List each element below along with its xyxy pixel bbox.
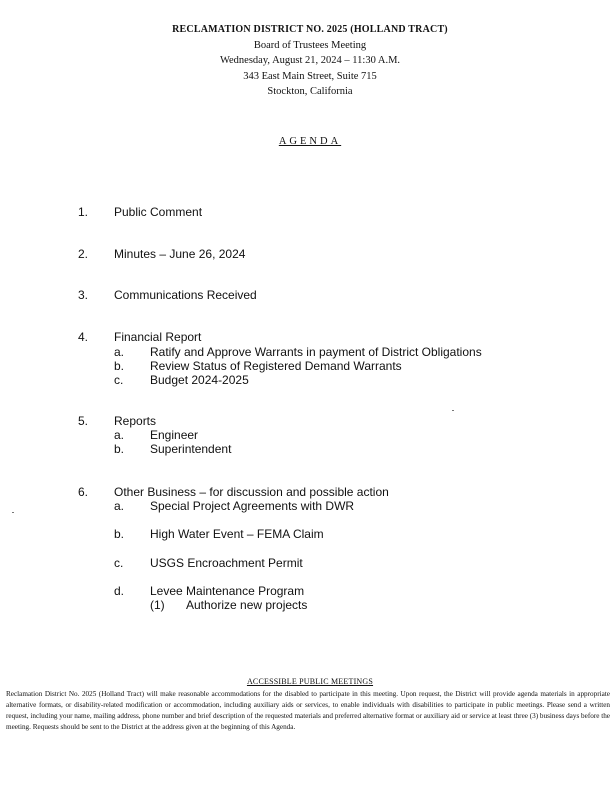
item-number: 4. [78, 330, 89, 344]
sub-item-label: b. [114, 527, 125, 541]
scan-speck [12, 512, 14, 513]
meeting-name: Board of Trustees Meeting [253, 39, 367, 51]
item-title: Public Comment [114, 205, 203, 219]
agenda-title: AGENDA [278, 136, 342, 147]
item-number: 1. [78, 205, 89, 219]
sub-item-label: a. [114, 428, 125, 442]
nested-sub-item-label: (1) [150, 598, 165, 612]
sub-item-label: b. [114, 442, 125, 456]
item-number: 2. [78, 247, 89, 261]
item-title: Reports [114, 414, 157, 428]
meeting-datetime: Wednesday, August 21, 2024 – 11:30 A.M. [219, 55, 401, 66]
accessible-meetings-title: ACCESSIBLE PUBLIC MEETINGS [246, 677, 374, 686]
sub-item-text: Review Status of Registered Demand Warrants [150, 359, 402, 373]
item-title: Communications Received [114, 288, 257, 302]
sub-item-text: Engineer [150, 428, 199, 442]
meeting-address: 343 East Main Street, Suite 715 [243, 70, 377, 82]
meeting-city: Stockton, California [267, 86, 353, 97]
sub-item-text: Special Project Agreements with DWR [150, 499, 355, 513]
item-number: 5. [78, 414, 89, 428]
district-title: RECLAMATION DISTRICT NO. 2025 (HOLLAND TRACT) [172, 24, 448, 35]
sub-item-label: c. [114, 373, 124, 387]
item-number: 6. [78, 485, 89, 499]
item-title: Minutes – June 26, 2024 [114, 247, 246, 261]
item-title: Financial Report [114, 330, 202, 344]
sub-item-text: High Water Event – FEMA Claim [150, 527, 324, 541]
sub-item-text: Budget 2024-2025 [150, 373, 249, 387]
scan-speck [452, 410, 454, 411]
sub-item-label: a. [114, 499, 125, 513]
accessible-meetings-body: Reclamation District No. 2025 (Holland Tract) will make reasonable accommodations for the disabled to participate in this meeting. Upon request, the District will provide agenda materials in appropriate alternative formats, or disability-related modification or accommodation, including auxiliary aids or services, to enable individuals with disabilities to participate in public meetings. Please send a written request, including your name, mailing address, phone number and brief description of the requested materials and preferred alternative format or auxiliary aid or service at least three (3) business days before the meeting. Requests should be sent to the District at the address given at the beginning of this Agenda. [6, 690, 610, 731]
item-title: Other Business – for discussion and possible action [114, 485, 389, 499]
sub-item-label: a. [114, 345, 125, 359]
document-header [0, 22, 612, 100]
sub-item-text: Levee Maintenance Program [150, 584, 305, 598]
sub-item-label: c. [114, 556, 124, 570]
sub-item-text: USGS Encroachment Permit [150, 556, 303, 570]
sub-item-text: Superintendent [150, 442, 232, 456]
sub-item-label: d. [114, 584, 125, 598]
sub-item-text: Ratify and Approve Warrants in payment of District Obligations [150, 345, 482, 359]
sub-item-label: b. [114, 359, 125, 373]
nested-sub-item-text: Authorize new projects [186, 598, 308, 612]
item-number: 3. [78, 288, 89, 302]
